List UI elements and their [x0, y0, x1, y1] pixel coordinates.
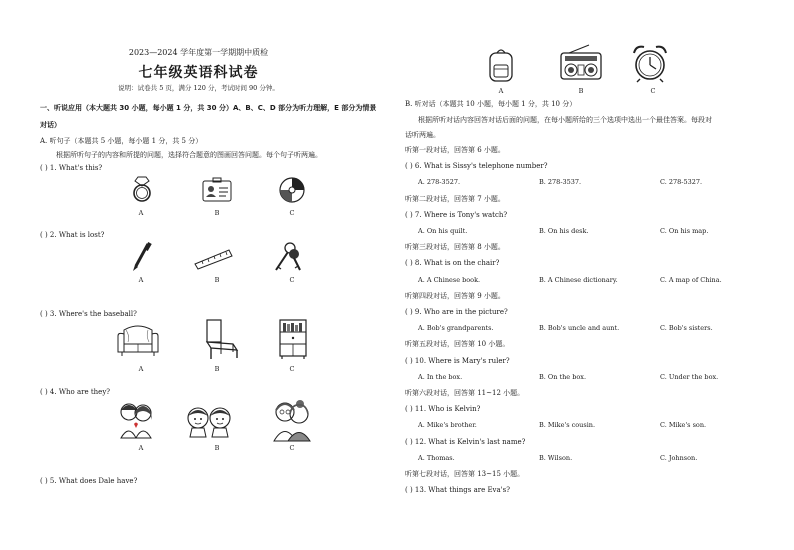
grandparents-icon — [270, 398, 314, 442]
couple-icon — [116, 400, 156, 440]
exam-title: 七年级英语科试卷 — [138, 65, 259, 81]
option-label-b: B — [578, 87, 584, 95]
option-label-c: C — [289, 365, 295, 373]
option-label-a: A — [138, 209, 144, 217]
option-label-b: B — [214, 209, 220, 217]
option-a: A. Thomas. — [418, 453, 455, 462]
twin-boys-icon — [186, 404, 232, 438]
option-label-b: B — [214, 276, 220, 284]
partB-instructions-cont: 话听两遍。 — [405, 131, 440, 139]
partB-instructions: 根据所听对话内容回答对话后面的问题，在每小题所给的三个选项中选出一个最佳答案。每段对 — [418, 116, 712, 124]
section1-heading: 一、听说应用（本大题共 30 小题，每小题 1 分，共 30 分）A、B、C、D 部分为听力理解，E 部分为情景 — [40, 104, 377, 112]
option-c: C. A map of China. — [660, 275, 722, 284]
option-label-b: B — [214, 365, 220, 373]
pen-icon — [130, 242, 152, 272]
option-b: B. Mike's cousin. — [539, 421, 596, 430]
question-text: Where is Mary's ruler? — [428, 356, 510, 365]
option-label-c: C — [289, 444, 295, 452]
dialogue-question — [405, 308, 508, 317]
option-c: C. On his map. — [660, 227, 709, 235]
option-label-c: C — [650, 87, 656, 95]
option-label-b: B — [214, 444, 220, 452]
option-b: B. On the box. — [539, 372, 587, 381]
question-text: What things are Eva's? — [428, 486, 510, 495]
option-a: A. In the box. — [418, 372, 463, 381]
question-text: Who are in the picture? — [423, 308, 508, 316]
question-number: ( ) 12. — [405, 437, 427, 446]
radio-icon — [559, 45, 603, 81]
dialogue-question — [405, 259, 499, 268]
question-3: ( ) 3. Where's the baseball? — [40, 310, 137, 318]
partA-instructions: 根据所听句子的内容和所提的问题，选择符合题意的图画回答问题。每个句子听两遍。 — [56, 151, 322, 159]
question-number: ( ) 9. — [405, 308, 422, 316]
dialogue-question — [405, 162, 548, 171]
dialogue-question — [405, 211, 507, 220]
question-number: ( ) 11. — [405, 405, 427, 414]
option-c: C. 278-5327. — [660, 178, 703, 187]
question-text: What is Sissy's telephone number? — [423, 162, 548, 171]
sofa-icon — [116, 322, 160, 358]
keys-icon — [272, 240, 304, 274]
section1-heading-cont: 对话） — [40, 121, 61, 129]
cd-disc-icon — [278, 176, 306, 204]
question-2: ( ) 2. What is lost? — [40, 231, 105, 239]
id-badge-icon — [202, 178, 232, 202]
dialogue-question — [405, 405, 480, 414]
option-b: B. A Chinese dictionary. — [539, 275, 618, 284]
question-4: ( ) 4. Who are they? — [40, 388, 111, 396]
dialogue-question — [405, 438, 525, 447]
ring-icon — [130, 175, 154, 203]
segment-intro: 听第五段对话，回答第 10 小题。 — [405, 340, 510, 349]
question-number: ( ) 8. — [405, 259, 422, 268]
partB-title: B. 听对话（本题共 10 小题，每小题 1 分，共 10 分） — [405, 100, 577, 108]
partA-title: A. 听句子（本题共 5 小题，每小题 1 分，共 5 分） — [40, 137, 203, 145]
option-c: C. Johnson. — [660, 453, 698, 462]
segment-intro: 听第一段对话，回答第 6 小题。 — [405, 146, 505, 154]
segment-intro: 听第三段对话，回答第 8 小题。 — [405, 243, 505, 252]
ruler-icon — [193, 248, 233, 270]
bookcase-icon — [278, 318, 308, 360]
question-text: Who is Kelvin? — [428, 405, 481, 414]
question-text: What is on the chair? — [423, 259, 500, 268]
option-label-c: C — [289, 276, 295, 284]
question-text: Where is Tony's watch? — [423, 210, 508, 219]
segment-intro: 听第四段对话，回答第 9 小题。 — [405, 291, 505, 300]
option-a: A. Bob's grandparents. — [418, 324, 494, 333]
dialogue-question — [405, 357, 510, 366]
question-1: ( ) 1. What's this? — [40, 164, 103, 172]
option-label-a: A — [498, 87, 504, 95]
option-a: A. 278-3527. — [418, 178, 461, 187]
year-line: 2023—2024 学年度第一学期期中质检 — [128, 48, 269, 57]
segment-intro: 听第七段对话，回答第 13~15 小题。 — [405, 470, 525, 478]
option-b: B. Bob's uncle and aunt. — [539, 324, 620, 333]
option-c: C. Bob's sisters. — [660, 324, 713, 333]
question-text: What is Kelvin's last name? — [428, 437, 526, 446]
option-label-a: A — [138, 444, 144, 452]
segment-intro: 听第六段对话，回答第 11~12 小题。 — [405, 389, 525, 397]
dialogue-question — [405, 486, 510, 495]
option-c: C. Mike's son. — [660, 421, 707, 430]
option-c: C. Under the box. — [660, 372, 719, 381]
option-a: A. Mike's brother. — [418, 421, 477, 430]
chair-icon — [203, 318, 239, 360]
option-b: B. Wilson. — [539, 453, 573, 462]
question-5: ( ) 5. What does Dale have? — [40, 477, 138, 485]
option-label-c: C — [289, 209, 295, 217]
backpack-icon — [487, 47, 515, 83]
option-b: B. On his desk. — [539, 227, 589, 235]
option-label-a: A — [138, 276, 144, 284]
alarm-clock-icon — [632, 43, 668, 83]
segment-intro: 听第二段对话，回答第 7 小题。 — [405, 194, 505, 203]
question-number: ( ) 7. — [405, 210, 422, 219]
question-number: ( ) 6. — [405, 162, 422, 171]
option-label-a: A — [138, 365, 144, 373]
option-a: A. On his quilt. — [418, 227, 468, 235]
option-a: A. A Chinese book. — [418, 275, 481, 284]
option-b: B. 278-3537. — [539, 178, 582, 187]
question-number: ( ) 10. — [405, 356, 427, 365]
question-number: ( ) 13. — [405, 486, 427, 495]
exam-notice: 说明：试卷共 5 页，满分 120 分，考试时间 90 分钟。 — [118, 84, 279, 92]
